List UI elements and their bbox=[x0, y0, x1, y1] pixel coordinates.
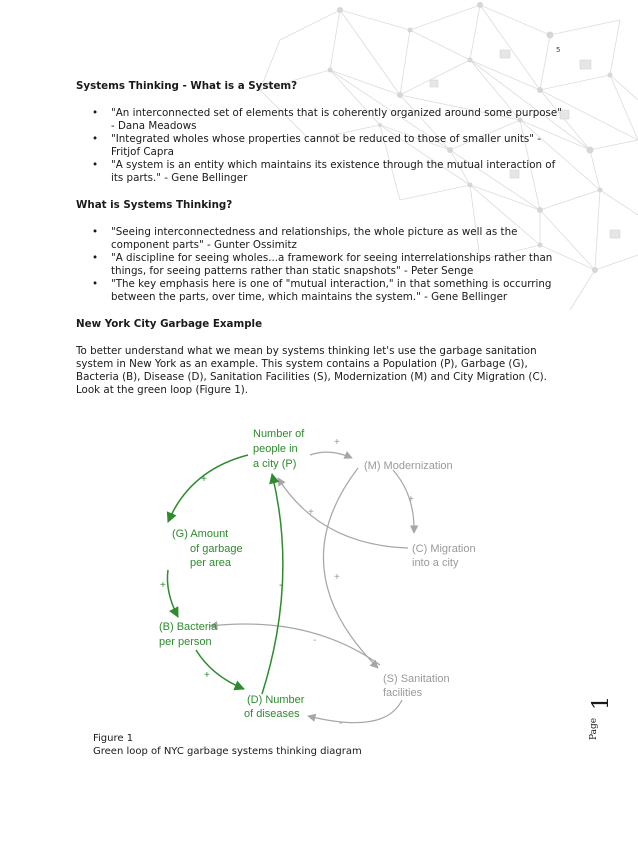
link-m-to-s bbox=[323, 468, 378, 668]
sign-s-to-d: - bbox=[339, 718, 343, 729]
main-content bbox=[76, 80, 566, 397]
sign-p-to-g: + bbox=[201, 474, 207, 485]
page-number: 1 bbox=[589, 696, 614, 710]
node-population: Number of people in a city (P) bbox=[253, 428, 305, 470]
causal-loop-diagram bbox=[0, 400, 638, 730]
sign-d-to-p: - bbox=[279, 580, 283, 591]
link-g-to-b bbox=[167, 570, 178, 617]
intro-paragraph: To better understand what we mean by systems thinking let's use the garbage sanitation system in New York as an example. This system contains a Population (P), Garbage (G), Bacteria (B), Disease (D), Sanitation Facilities (S), Modernization (M) and City Migration (C). Look at the green loop (Figure 1). bbox=[76, 345, 547, 396]
sign-m-to-c: + bbox=[408, 494, 414, 505]
link-p-to-g bbox=[168, 455, 248, 522]
node-migration: (C) Migration into a city bbox=[412, 543, 476, 569]
system-definitions-list bbox=[76, 107, 566, 185]
link-c-to-p bbox=[278, 478, 408, 548]
systems-thinking-list bbox=[76, 226, 566, 304]
sign-c-to-p: + bbox=[308, 507, 314, 518]
node-disease: (D) Number of diseases bbox=[244, 694, 305, 720]
link-s-to-b bbox=[210, 624, 380, 665]
sign-b-to-d: + bbox=[204, 670, 210, 681]
node-modernization: (M) Modernization bbox=[364, 460, 453, 472]
page-footer bbox=[589, 696, 619, 768]
list-item: • "A discipline for seeing wholes...a framework for seeing interrelationships rather than things, for seeing patterns rather than static snapshots" - Peter Senge bbox=[76, 252, 566, 278]
section-heading-what-is-a-system: Systems Thinking - What is a System? bbox=[76, 80, 298, 92]
node-bacteria: (B) Bacteria per person bbox=[159, 621, 218, 648]
caption-title: Figure 1 bbox=[93, 733, 134, 744]
sign-s-to-b: - bbox=[313, 635, 317, 646]
list-item: • "A system is an entity which maintains its existence through the mutual interaction of its parts." - Gene Bellinger bbox=[76, 159, 566, 185]
caption-text: Green loop of NYC garbage systems thinking diagram bbox=[93, 745, 362, 757]
section-heading-what-is-systems-thinking: What is Systems Thinking? bbox=[76, 199, 233, 211]
sign-g-to-b: + bbox=[160, 580, 166, 591]
figure-caption bbox=[93, 733, 362, 758]
node-garbage: (G) Amount of garbage per area bbox=[172, 528, 243, 569]
node-sanitation: (S) Sanitation facilities bbox=[383, 673, 450, 699]
section-heading-nyc-garbage: New York City Garbage Example bbox=[76, 318, 263, 330]
sign-m-to-s: + bbox=[334, 572, 340, 583]
header-mark: 5 bbox=[556, 46, 561, 54]
list-item: • "The key emphasis here is one of "mutual interaction," in that something is occurring between the parts, over time, which maintains the system." - Gene Bellinger bbox=[76, 278, 566, 304]
sign-p-to-m: + bbox=[334, 437, 340, 448]
link-s-to-d bbox=[308, 700, 402, 723]
link-p-to-m bbox=[310, 452, 352, 458]
list-item: • "An interconnected set of elements that is coherently organized around some purpose" - Dana Meadows bbox=[76, 107, 566, 133]
list-item: • "Integrated wholes whose properties cannot be reduced to those of smaller units" - Fritjof Capra bbox=[76, 133, 566, 159]
list-item: • "Seeing interconnectedness and relationships, the whole picture as well as the component parts" - Gunter Ossimitz bbox=[76, 226, 566, 252]
page-label: Page bbox=[589, 717, 599, 740]
